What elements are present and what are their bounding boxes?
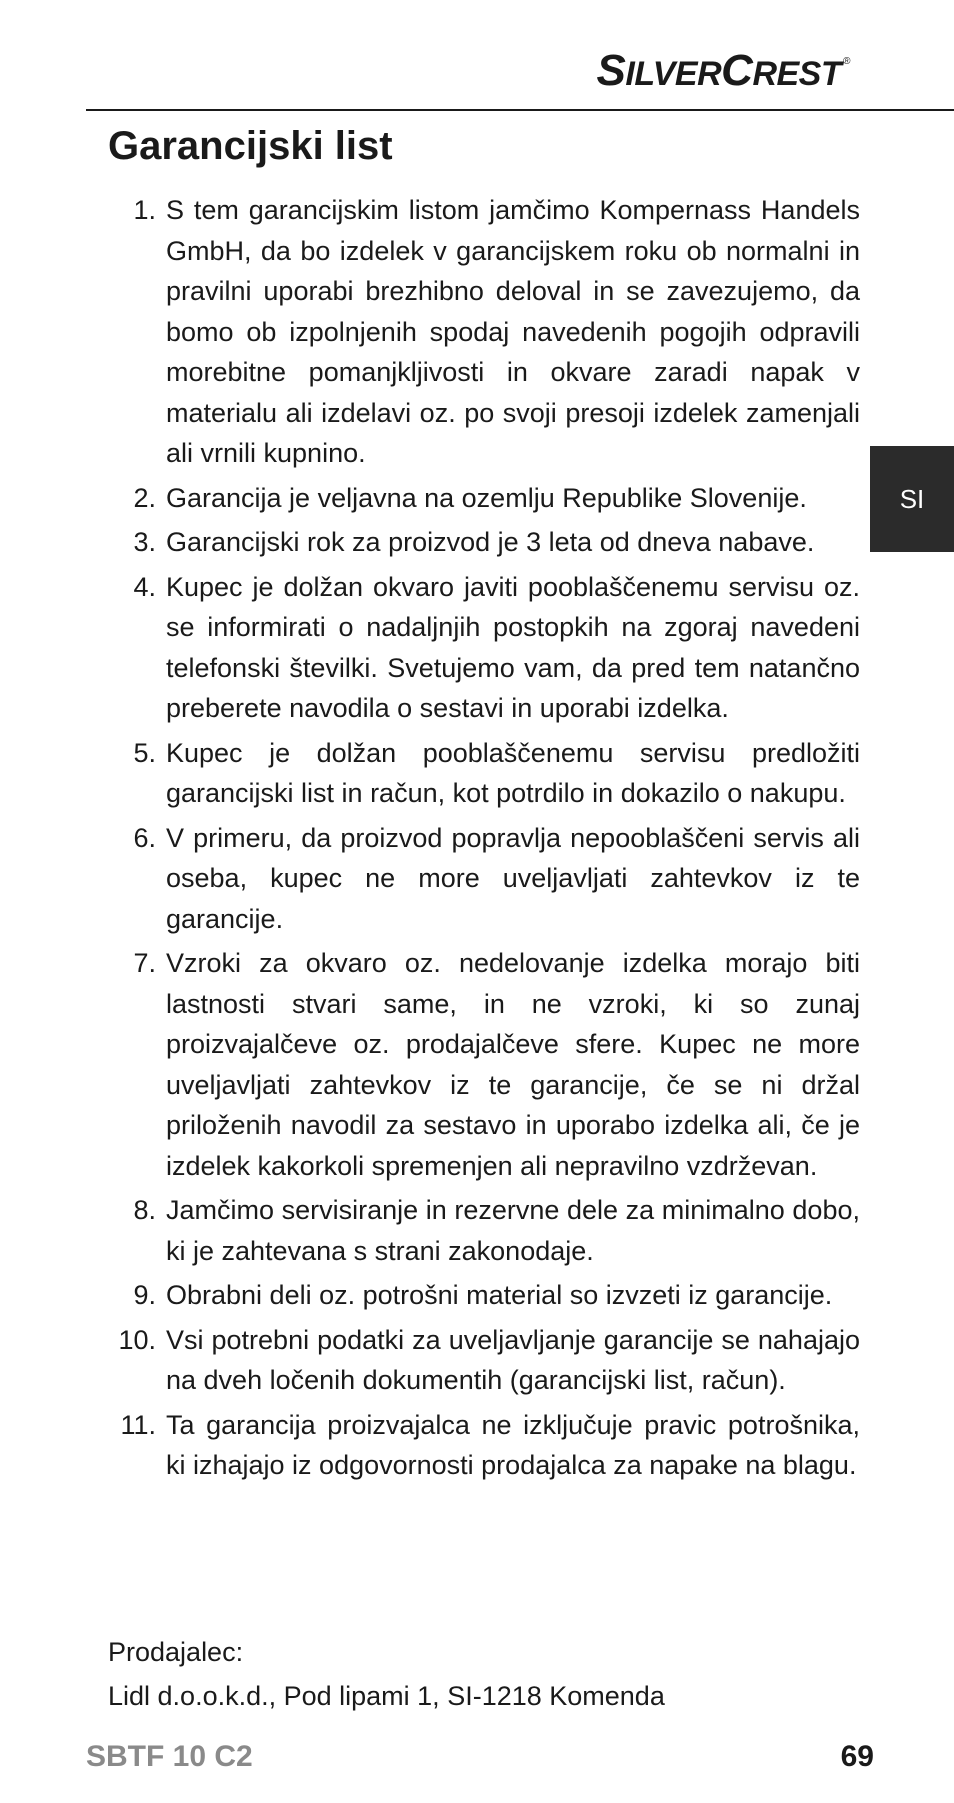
list-item-text: Obrabni deli oz. potrošni material so izvzeti iz garancije. [166, 1280, 833, 1310]
list-item-text: S tem garancijskim listom jamčimo Kompernass Handels GmbH, da bo izdelek v garancijskem roku ob normalni in pravilni uporabi brezhibno deloval in se zavezujemo, da bomo ob izpolnjenih spodaj navedenih pogojih odpravili morebitne pomanjkljivosti in okvare zaradi napak v materialu ali izdelavi oz. po svoji presoji izdelek zamenjali ali vrnili kupnino. [166, 195, 860, 468]
list-item-text: Vzroki za okvaro oz. nedelovanje izdelka morajo biti lastnosti stvari same, in ne vzroki, ki so zunaj proizvajalčeve oz. prodajalčeve sfere. Kupec ne more uveljavljati zahtevkov iz te garancije, če se ni držal priloženih navodil za sestavo in uporabo izdelka ali, če je izdelek kakorkoli spremenjen ali nepravilno vzdrževan. [166, 948, 860, 1181]
list-item-text: Kupec je dolžan okvaro javiti pooblaščenemu servisu oz. se informirati o nadaljnjih postopkih na zgoraj navedeni telefonski številki. Svetujemo vam, da pred tem natančno preberete navodila o sestavi in uporabi izdelka. [166, 571, 860, 723]
list-item [108, 818, 860, 940]
brand-letters: REST [752, 55, 842, 93]
list-item [108, 1320, 860, 1401]
list-item-text: V primeru, da proizvod popravlja nepooblaščeni servis ali oseba, kupec ne more uveljavljati zahtevkov iz te garancije. [166, 822, 860, 934]
list-item [108, 478, 860, 519]
list-item-number: 11. [120, 1409, 156, 1440]
brand-letters: ILVER [625, 55, 722, 93]
brand-letter: S [596, 46, 626, 95]
list-item [108, 1275, 860, 1316]
registered-mark: ® [843, 56, 850, 67]
warranty-conditions-list [108, 190, 860, 1490]
list-item [108, 1405, 860, 1486]
list-item-number: 3. [133, 527, 156, 557]
brand-letter: C [721, 46, 753, 95]
list-item-text: Kupec je dolžan pooblaščenemu servisu predložiti garancijski list in račun, kot potrdilo in dokazilo o nakupu. [166, 737, 860, 808]
list-item [108, 733, 860, 814]
brand-logo [597, 46, 850, 96]
list-item-number: 7. [133, 948, 156, 978]
list-item-text: Garancijski rok za proizvod je 3 leta od dneva nabave. [166, 527, 815, 557]
language-tab [870, 446, 954, 552]
list-item-number: 1. [133, 195, 156, 225]
list-item-number: 5. [133, 737, 156, 768]
list-item [108, 567, 860, 729]
list-item-text: Vsi potrebni podatki za uveljavljanje garancije se nahajajo na dveh ločenih dokumentih (garancijski list, račun). [166, 1324, 860, 1395]
header-divider [86, 109, 954, 111]
list-item-text: Garancija je veljavna na ozemlju Republike Slovenije. [166, 482, 807, 513]
language-tab-label: SI [899, 483, 925, 514]
list-item-text: Jamčimo servisiranje in rezervne dele za minimalno dobo, ki je zahtevana s strani zakonodaje. [166, 1195, 860, 1266]
list-item [108, 1190, 860, 1271]
list-item-number: 2. [133, 482, 156, 513]
page-title: Garancijski list [108, 124, 393, 168]
seller-label: Prodajalec: [108, 1637, 244, 1667]
list-item-number: 10. [118, 1324, 156, 1355]
list-item-number: 6. [133, 822, 156, 853]
list-item-text: Ta garancija proizvajalca ne izključuje pravic potrošnika, ki izhajajo iz odgovornosti prodajalca za napake na blagu. [166, 1409, 860, 1480]
footer-page-number: 69 [840, 1740, 874, 1773]
list-item [108, 943, 860, 1186]
footer-model-number: SBTF 10 C2 [86, 1740, 253, 1773]
list-item-number: 8. [133, 1195, 156, 1225]
list-item [108, 522, 860, 563]
list-item-number: 4. [133, 571, 156, 602]
list-item [108, 190, 860, 474]
seller-address: Lidl d.o.o.k.d., Pod lipami 1, SI-1218 Komenda [108, 1681, 665, 1711]
list-item-number: 9. [133, 1280, 156, 1310]
